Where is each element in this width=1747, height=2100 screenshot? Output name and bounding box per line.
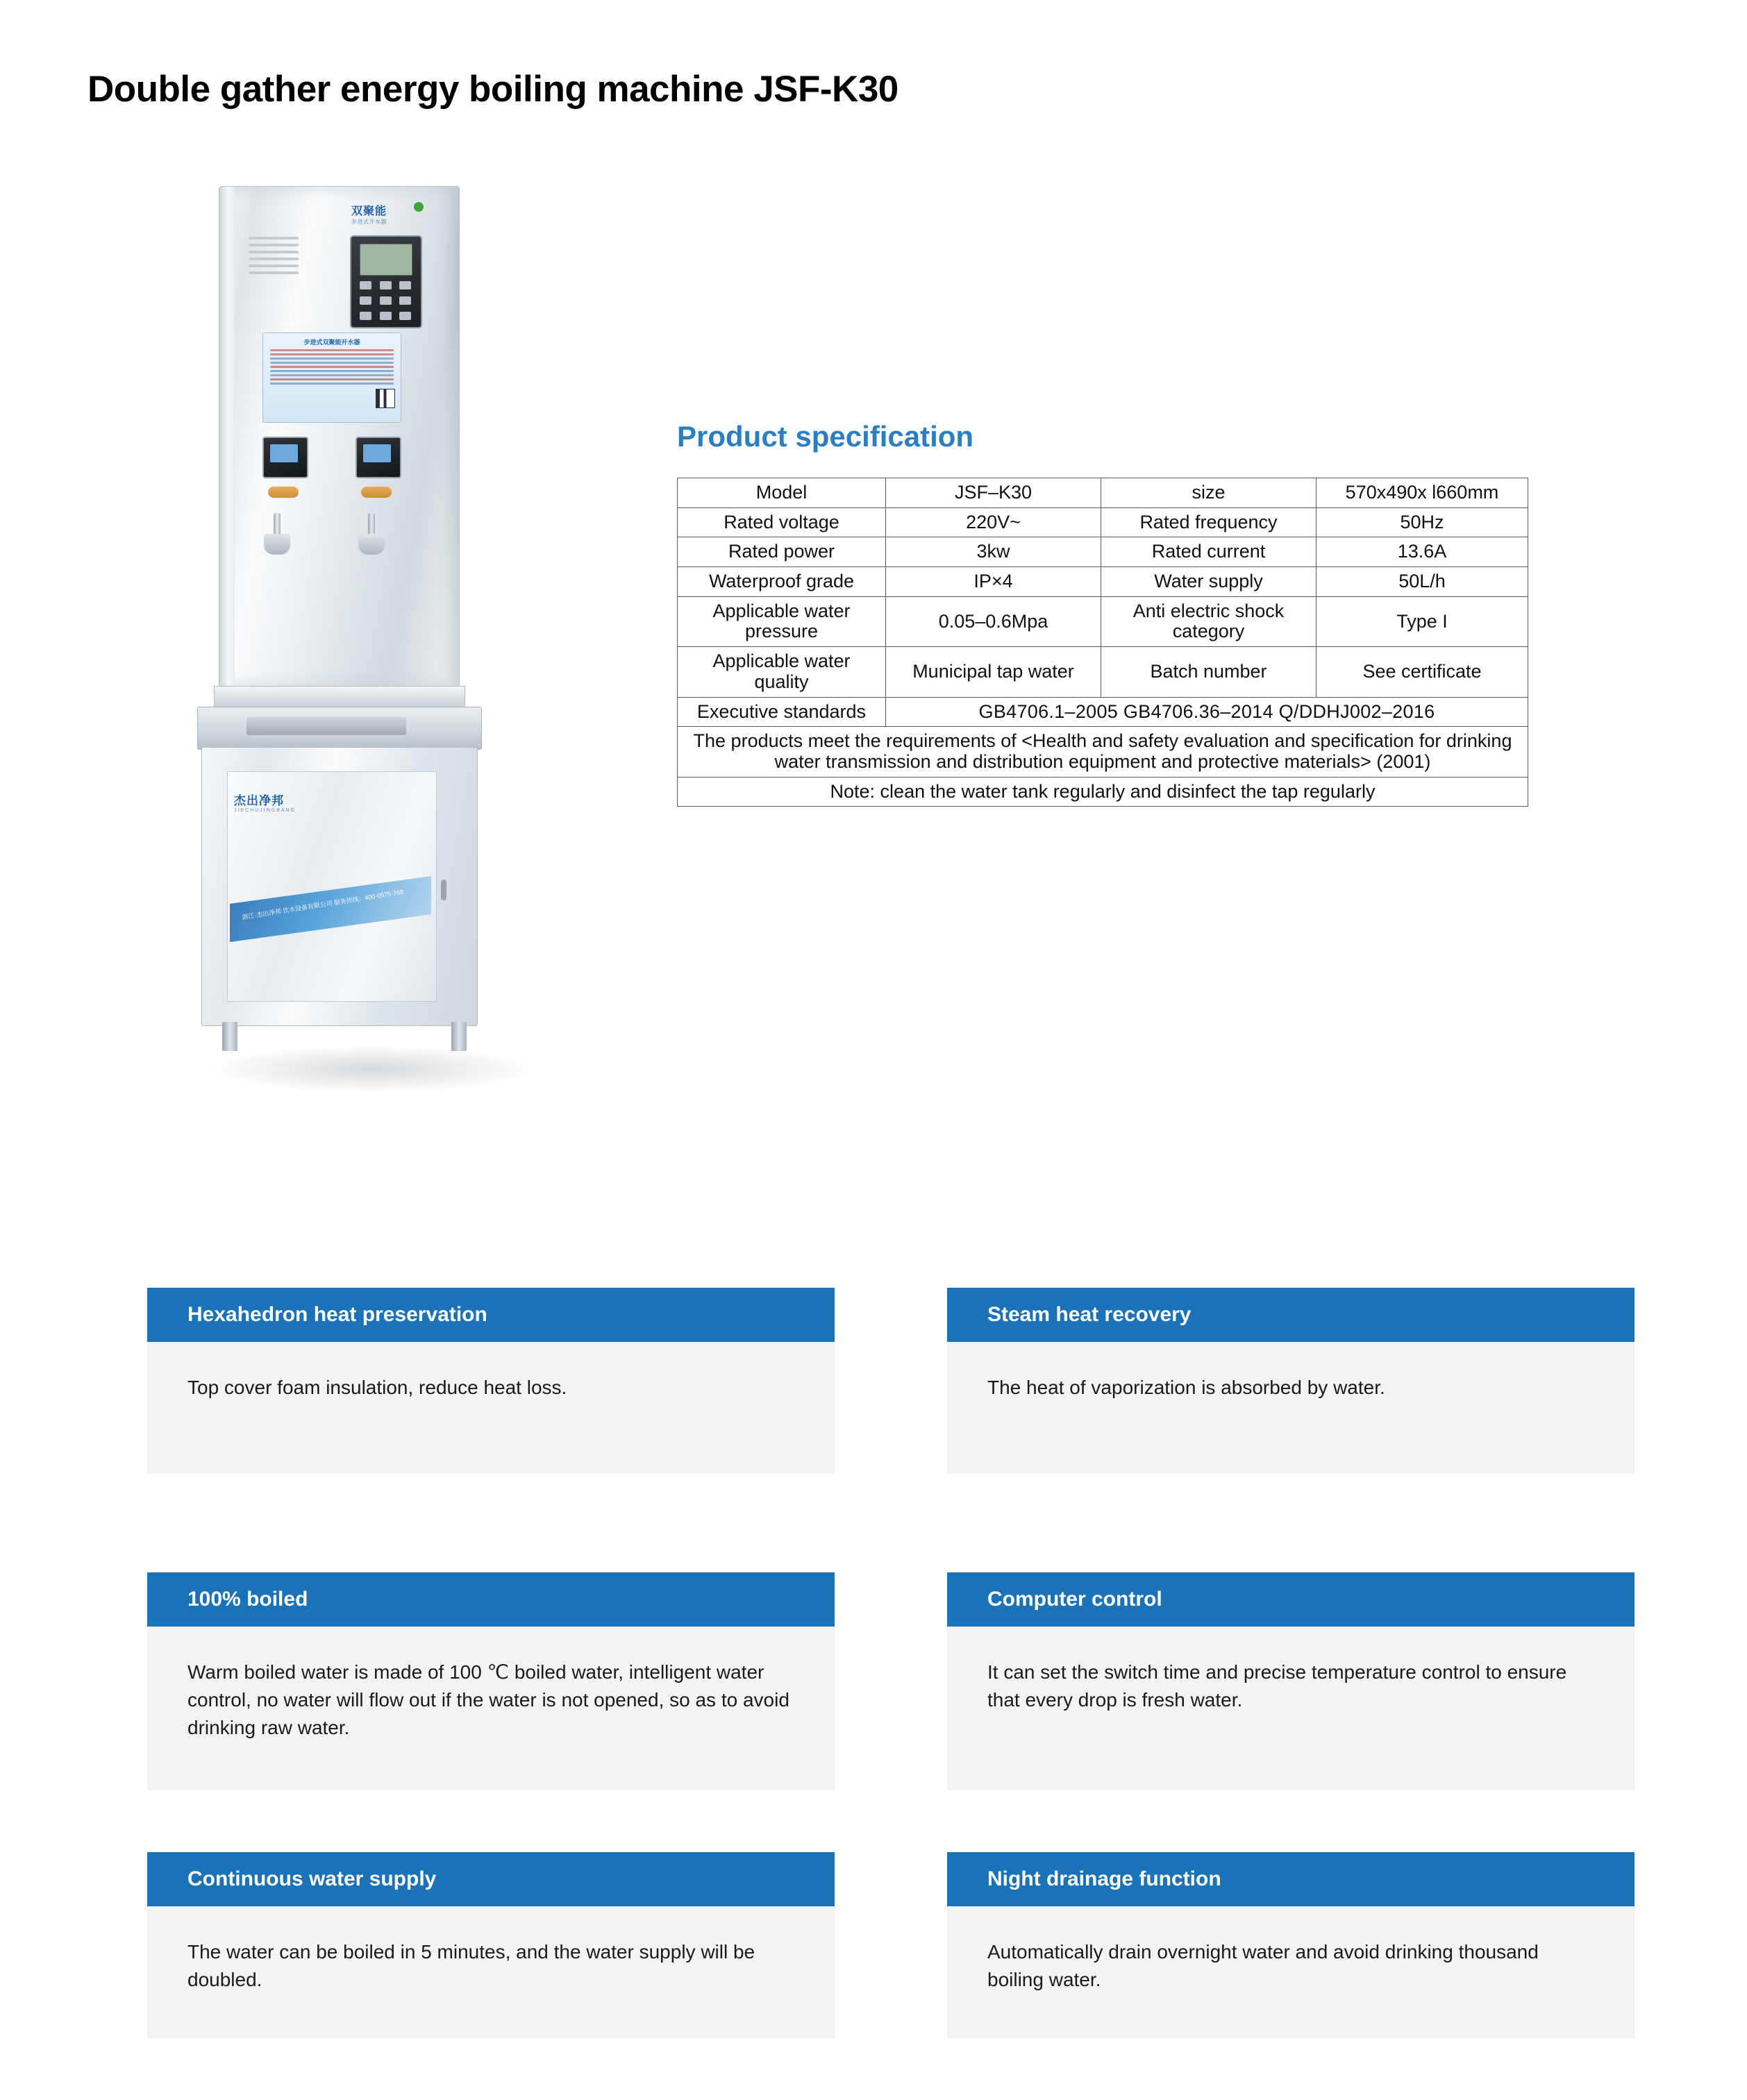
spec-value-rated-power: 3kw (886, 537, 1101, 567)
feature-card-night-drainage-function (947, 1852, 1635, 2038)
table-row (678, 596, 1528, 646)
spec-label-executive-standards: Executive standards (678, 697, 886, 727)
left-dispenser-unit (262, 437, 308, 478)
left-faucet-icon (261, 513, 293, 563)
spec-value-rated-current: 13.6A (1316, 537, 1528, 567)
spec-label-shock-category: Anti electric shock category (1101, 596, 1316, 646)
machine-cabinet (201, 747, 478, 1026)
feature-title: Continuous water supply (147, 1852, 835, 1906)
feature-body: Warm boiled water is made of 100 ℃ boiled water, intelligent water control, no water will flow out if the water is not opened, so as to avoid drinking raw water. (147, 1627, 835, 1790)
drip-tray (197, 707, 482, 750)
vent-slots (249, 237, 299, 278)
panel-button-1 (360, 281, 371, 289)
control-panel-display (360, 244, 412, 276)
panel-button-3 (399, 281, 411, 289)
drip-tray-grate (246, 717, 406, 735)
qr-code-icon (376, 389, 395, 408)
product-spec-label (262, 333, 401, 423)
spec-label-model: Model (678, 478, 886, 508)
cabinet-foot-left (222, 1022, 237, 1051)
panel-button-5 (380, 296, 392, 305)
page-title: Double gather energy boiling machine JSF-K30 (87, 68, 898, 110)
spec-value-size: 570x490x l660mm (1316, 478, 1528, 508)
table-row (678, 478, 1528, 508)
cabinet-foot-right (451, 1022, 467, 1051)
product-spec-label-title: 步进式双聚能开水器 (303, 339, 360, 346)
feature-body: The heat of vaporization is absorbed by water. (947, 1342, 1635, 1474)
panel-button-4 (360, 296, 371, 305)
table-row (678, 727, 1528, 777)
table-row (678, 567, 1528, 597)
panel-button-8 (380, 312, 392, 320)
spec-value-rated-frequency: 50Hz (1316, 507, 1528, 537)
spec-label-rated-current: Rated current (1101, 537, 1316, 567)
right-faucet-icon (356, 513, 387, 563)
feature-title: Night drainage function (947, 1852, 1635, 1906)
product-image (125, 174, 611, 1132)
spec-value-water-quality: Municipal tap water (886, 647, 1101, 697)
panel-button-9 (399, 312, 411, 320)
table-row (678, 647, 1528, 697)
feature-card-continuous-water-supply (147, 1852, 835, 2038)
cabinet-brand-sub: JIECHUJINGBANG (234, 808, 296, 813)
table-row (678, 537, 1528, 567)
feature-title: Computer control (947, 1572, 1635, 1627)
spec-value-shock-category: Type I (1316, 596, 1528, 646)
cabinet-door-handle (441, 880, 446, 900)
spec-note: Note: clean the water tank regularly and disinfect the tap regularly (678, 777, 1528, 807)
left-dispenser-display (270, 444, 298, 462)
machine-left-edge (219, 187, 235, 687)
feature-card-computer-control (947, 1572, 1635, 1790)
feature-body: Automatically drain overnight water and avoid drinking thousand boiling water. (947, 1906, 1635, 2038)
feature-body: The water can be boiled in 5 minutes, and the water supply will be doubled. (147, 1906, 835, 2038)
power-indicator-icon (414, 202, 424, 212)
spec-label-batch-number: Batch number (1101, 647, 1316, 697)
feature-card-100-percent-boiled (147, 1572, 835, 1790)
spec-label-rated-voltage: Rated voltage (678, 507, 886, 537)
spec-label-rated-frequency: Rated frequency (1101, 507, 1316, 537)
table-row (678, 777, 1528, 807)
panel-button-6 (399, 296, 411, 305)
feature-body: Top cover foam insulation, reduce heat loss. (147, 1342, 835, 1474)
table-row (678, 697, 1528, 727)
spec-statement: The products meet the requirements of <Health and safety evaluation and specification for drinking water transmission and distribution equipment and protective materials> (2001) (678, 727, 1528, 777)
feature-card-steam-heat-recovery (947, 1288, 1635, 1474)
feature-title: 100% boiled (147, 1572, 835, 1627)
machine-upper-body (219, 186, 460, 687)
right-dispenser-unit (356, 437, 401, 478)
cabinet-band-text: 浙江·杰出净邦 饮水设备有限公司 服务热线：400-0575-768 (241, 888, 404, 921)
feature-card-hexahedron-heat-preservation (147, 1288, 835, 1474)
spec-label-waterproof-grade: Waterproof grade (678, 567, 886, 597)
feature-title: Hexahedron heat preservation (147, 1288, 835, 1342)
product-shadow (208, 1045, 535, 1093)
spec-value-water-pressure: 0.05–0.6Mpa (886, 596, 1101, 646)
spec-heading: Product specification (677, 419, 974, 453)
specification-table (677, 478, 1528, 807)
spec-label-rated-power: Rated power (678, 537, 886, 567)
spec-label-water-supply: Water supply (1101, 567, 1316, 597)
spec-value-rated-voltage: 220V~ (886, 507, 1101, 537)
panel-button-2 (380, 281, 392, 289)
machine-brand-sub: 步进式开水器 (351, 219, 387, 225)
left-nozzle-plate (268, 487, 299, 498)
spec-value-water-supply: 50L/h (1316, 567, 1528, 597)
table-row (678, 507, 1528, 537)
machine-brand-logo (351, 202, 428, 226)
machine-brand-text: 双聚能 (351, 205, 387, 217)
spec-label-water-quality: Applicable water quality (678, 647, 886, 697)
right-dispenser-display (363, 444, 391, 462)
feature-body: It can set the switch time and precise temperature control to ensure that every drop is fresh water. (947, 1627, 1635, 1790)
spec-value-model: JSF–K30 (886, 478, 1101, 508)
cabinet-brand-text: 杰出净邦 (234, 794, 284, 807)
spec-value-executive-standards: GB4706.1–2005 GB4706.36–2014 Q/DDHJ002–2016 (886, 697, 1528, 727)
panel-button-7 (360, 312, 371, 320)
right-nozzle-plate (361, 487, 392, 498)
control-panel (350, 235, 422, 328)
spec-value-batch-number: See certificate (1316, 647, 1528, 697)
spec-value-waterproof-grade: IP×4 (886, 567, 1101, 597)
spec-label-size: size (1101, 478, 1316, 508)
cabinet-brand-logo (234, 791, 296, 813)
machine-midsection (214, 686, 465, 708)
feature-title: Steam heat recovery (947, 1288, 1635, 1342)
spec-label-water-pressure: Applicable water pressure (678, 596, 886, 646)
